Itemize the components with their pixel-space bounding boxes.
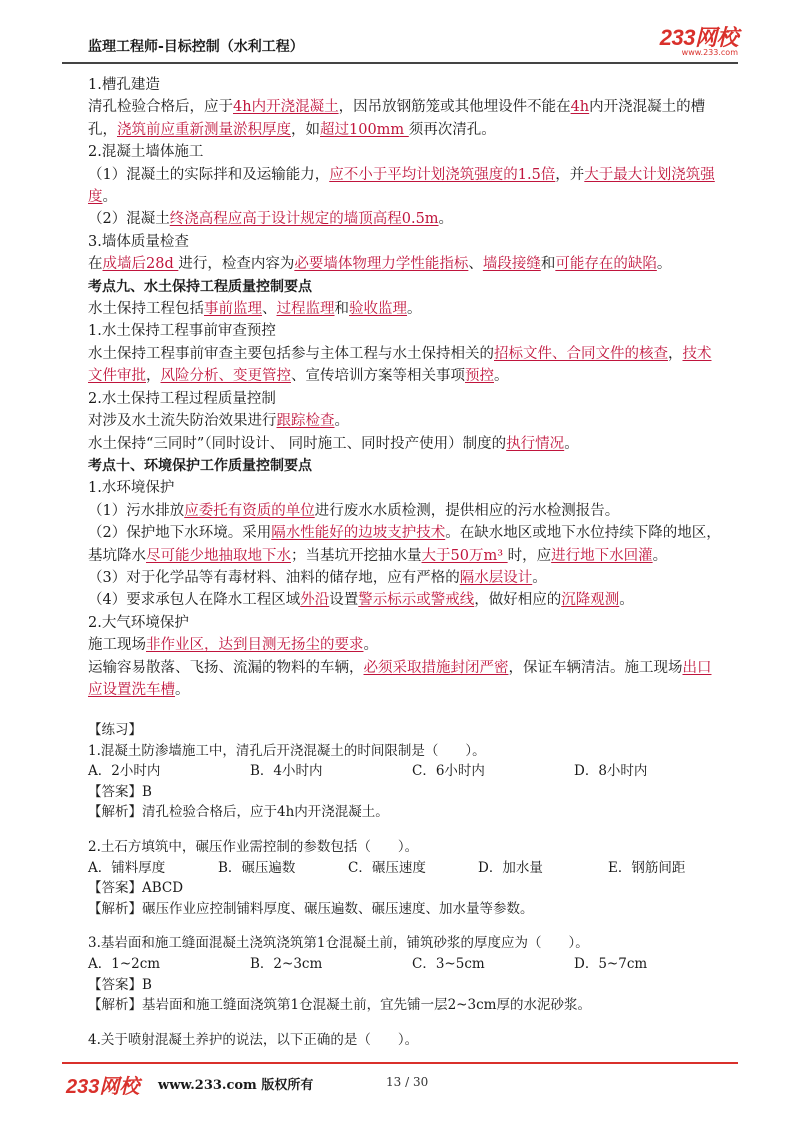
- text-run: 。: [334, 413, 349, 430]
- section-heading: 1.水土保持工程事前审查预控: [88, 323, 276, 340]
- text-run: ，保证车辆清洁。施工现场: [508, 659, 683, 676]
- text-run: 清孔检验合格后，应于: [88, 99, 233, 116]
- paragraph-line: [88, 365, 736, 387]
- text-run: 水土保持“三同时”（同时设计、 同时施工、同时投产使用）制度的: [88, 435, 507, 452]
- key-phrase: 沉降观测: [561, 592, 620, 609]
- text-run: ，因吊放钢筋笼或其他埋设件不能在: [338, 99, 571, 116]
- footer-copyright[interactable]: www.233.com 版权所有: [158, 1078, 314, 1093]
- key-phrase: 文件审批: [88, 368, 146, 385]
- text-run: （4）要求承包人在降水工程区域: [88, 592, 301, 609]
- key-phrase: 必要墙体物理力学性能指标: [294, 256, 469, 273]
- explanation: 【解析】碾压作业应控制铺料厚度、碾压遍数、碾压速度、加水量等参数。: [88, 900, 534, 917]
- text-run: 。: [363, 637, 378, 654]
- key-phrase: 墙段接缝: [482, 256, 541, 273]
- paragraph-line: [88, 298, 736, 320]
- text-run: ，如: [291, 121, 320, 138]
- question-2-options: [88, 858, 736, 879]
- text-run: 施工现场: [88, 637, 146, 654]
- text-run: 时，应: [507, 547, 552, 564]
- text-run: 。: [652, 547, 668, 564]
- paragraph-line: [88, 119, 736, 141]
- key-phrase: 大于最大计划浇筑强: [584, 166, 715, 183]
- section-heading: 3.墙体质量检查: [88, 233, 189, 250]
- text-run: 。: [619, 592, 634, 609]
- section-heading: 1.槽孔建造: [88, 77, 160, 93]
- paragraph-line: [88, 657, 736, 679]
- header-divider: [62, 62, 738, 64]
- explanation: 【解析】清孔检验合格后，应于4h内开浇混凝土。: [88, 804, 389, 821]
- text-run: （2）混凝土: [88, 211, 170, 228]
- text-run: ，: [146, 368, 161, 385]
- key-phrase: 浇筑前应重新测量淤积厚度: [117, 121, 291, 138]
- text-run: （1）混凝土的实际拌和及运输能力，: [88, 166, 330, 183]
- option-e: E．钢筋间距: [608, 859, 686, 876]
- question-3-options: [88, 954, 736, 975]
- key-phrase: 非作业区，达到目测无扬尘的要求: [146, 637, 364, 654]
- paragraph-line: [88, 522, 736, 544]
- answer: 【答案】B: [88, 783, 152, 800]
- key-phrase: 执行情况: [506, 435, 565, 452]
- key-phrase: 成墙后28d: [102, 256, 179, 273]
- paragraph-line: [88, 545, 736, 567]
- logo-text: 233网校: [659, 25, 738, 50]
- text-run: 内开浇混凝土的槽: [589, 99, 706, 116]
- page-footer: [62, 1062, 738, 1096]
- text-run: 在: [88, 256, 103, 273]
- paragraph-line: [88, 343, 736, 365]
- text-run: 须再次清孔。: [408, 121, 496, 138]
- text-run: ；当基坑开挖抽水量: [291, 547, 422, 564]
- text-run: 。在缺水地区或地下水位持续下降的地区，: [445, 525, 721, 542]
- option-d: D．5~7cm: [574, 955, 648, 972]
- key-phrase: 进行地下水回灌: [551, 547, 653, 564]
- text-run: 。: [438, 211, 454, 228]
- key-phrase: 4h: [570, 99, 590, 116]
- explanation: 【解析】基岩面和施工缝面浇筑第1仓混凝土前，宜先铺一层2~3cm厚的水泥砂浆。: [88, 997, 591, 1014]
- paragraph-line: [88, 208, 736, 230]
- paragraph-line: [88, 410, 736, 432]
- key-phrase: 隔水层设计: [459, 569, 533, 586]
- paragraph-line: [88, 186, 736, 208]
- paragraph-line: [88, 634, 736, 656]
- section-heading: 2.混凝土墙体施工: [88, 144, 204, 161]
- topic-heading: 考点十、环境保护工作质量控制要点: [88, 457, 312, 474]
- key-phrase: 技术: [682, 345, 712, 362]
- key-phrase: 终浇高程应高于设计规定的墙顶高程0.5m: [169, 211, 439, 228]
- option-a: A．铺料厚度: [88, 859, 166, 876]
- option-a: A．2小时内: [88, 763, 161, 780]
- key-phrase: 跟踪检查: [276, 413, 335, 430]
- key-phrase: 度: [88, 189, 103, 206]
- key-phrase: 大于50万m³: [421, 547, 508, 564]
- text-run: 水土保持工程事前审查主要包括参与主体工程与水土保持相关的: [88, 345, 494, 362]
- option-c: C．3~5cm: [412, 955, 485, 972]
- text-run: （2）保护地下水环境。采用: [88, 525, 272, 542]
- key-phrase: 4h内开浇混凝土: [233, 99, 339, 116]
- option-c: C．碾压速度: [348, 859, 426, 876]
- text-run: 。: [656, 256, 672, 273]
- text-run: （3）对于化学品等有毒材料、油料的储存地，应有严格的: [88, 569, 460, 586]
- key-phrase: 应不小于平均计划浇筑强度的1.5倍: [329, 166, 556, 183]
- paragraph-line: [88, 567, 736, 589]
- text-run: 设置: [329, 592, 359, 609]
- key-phrase: 应委托有资质的单位: [184, 502, 315, 519]
- paragraph-line: [88, 164, 736, 186]
- text-run: 。: [494, 368, 509, 385]
- paragraph-line: [88, 96, 736, 118]
- key-phrase: 可能存在的缺陷: [555, 256, 657, 273]
- text-run: ，: [668, 345, 683, 362]
- key-phrase: 预控: [465, 368, 494, 385]
- key-phrase: 外沿: [300, 592, 330, 609]
- paragraph-line: [88, 589, 736, 611]
- paragraph-line: [88, 433, 736, 455]
- option-d: D．8小时内: [574, 763, 648, 780]
- text-run: 孔，: [88, 121, 117, 138]
- text-run: （1）污水排放: [88, 502, 185, 519]
- option-d: D．加水量: [478, 859, 543, 876]
- logo-url: www.233.com: [681, 48, 738, 57]
- question-4: 4.关于喷射混凝土养护的说法，以下正确的是（ ）。: [88, 1031, 419, 1048]
- option-b: B．碾压遍数: [218, 859, 296, 876]
- text-run: 和: [334, 301, 349, 318]
- question-1-options: [88, 761, 736, 782]
- text-run: 水土保持工程包括: [88, 301, 204, 318]
- text-run: 。: [102, 189, 117, 206]
- text-run: 。: [407, 301, 422, 318]
- key-phrase: 必须采取措施封闭严密: [363, 659, 509, 676]
- text-run: ，并: [555, 166, 585, 183]
- key-phrase: 事前监理: [204, 301, 262, 318]
- text-run: 。: [532, 569, 547, 586]
- text-run: 对涉及水土流失防治效果进行: [88, 413, 277, 430]
- question-1: 1.混凝土防渗墙施工中，清孔后开浇混凝土的时间限制是（ ）。: [88, 742, 486, 759]
- text-run: 基坑降水: [88, 547, 146, 564]
- text-run: 。: [175, 681, 190, 698]
- page-header: [88, 26, 738, 62]
- page-number: 13 / 30: [386, 1075, 429, 1089]
- brand-logo: [660, 26, 738, 57]
- text-run: 运输容易散落、飞扬、流漏的物料的车辆，: [88, 659, 364, 676]
- key-phrase: 警示标示或警戒线: [358, 592, 475, 609]
- text-run: 、: [468, 256, 483, 273]
- answer: 【答案】B: [88, 976, 152, 993]
- section-heading: 2.大气环境保护: [88, 614, 189, 631]
- question-3: 3.基岩面和施工缝面混凝土浇筑浇筑第1仓混凝土前，铺筑砂浆的厚度应为（ ）。: [88, 935, 589, 952]
- option-c: C．6小时内: [412, 763, 485, 780]
- topic-heading: 考点九、水土保持工程质量控制要点: [88, 278, 312, 295]
- key-phrase: 应设置洗车槽: [88, 681, 175, 698]
- text-run: ，做好相应的: [474, 592, 562, 609]
- paragraph-line: [88, 253, 736, 275]
- text-run: 进行，检查内容为: [178, 256, 295, 273]
- text-run: 、宣传培训方案等相关事项: [291, 368, 465, 385]
- document-title: 监理工程师-目标控制（水利工程）: [88, 39, 304, 55]
- section-heading: 1.水环境保护: [88, 480, 175, 497]
- practice-title: 【练习】: [88, 722, 142, 738]
- text-run: 。: [564, 435, 579, 452]
- text-run: 、: [262, 301, 277, 318]
- option-a: A．1~2cm: [88, 955, 161, 972]
- footer-divider: [62, 1062, 738, 1064]
- option-b: B．2~3cm: [250, 955, 323, 972]
- key-phrase: 尽可能少地抽取地下水: [146, 547, 291, 564]
- paragraph-line: [88, 500, 736, 522]
- document-body: [88, 74, 736, 701]
- paragraph-line: [88, 679, 736, 701]
- answer: 【答案】ABCD: [88, 880, 184, 897]
- key-phrase: 隔水性能好的边坡支护技术: [271, 525, 446, 542]
- text-run: 进行废水水质检测，提供相应的污水检测报告。: [314, 502, 620, 519]
- key-phrase: 招标文件、合同文件的核查: [494, 345, 668, 362]
- key-phrase: 超过100mm: [320, 121, 409, 138]
- section-heading: 2.水土保持工程过程质量控制: [88, 390, 276, 407]
- key-phrase: 过程监理: [276, 301, 335, 318]
- question-2: 2.土石方填筑中，碾压作业需控制的参数包括（ ）。: [88, 838, 419, 855]
- practice-section: [88, 720, 736, 1050]
- text-run: 和: [540, 256, 556, 273]
- key-phrase: 出口: [682, 659, 712, 676]
- key-phrase: 风险分析、变更管控: [160, 368, 291, 385]
- key-phrase: 验收监理: [349, 301, 407, 318]
- option-b: B．4小时内: [250, 763, 323, 780]
- footer-logo: 233网校: [66, 1076, 140, 1098]
